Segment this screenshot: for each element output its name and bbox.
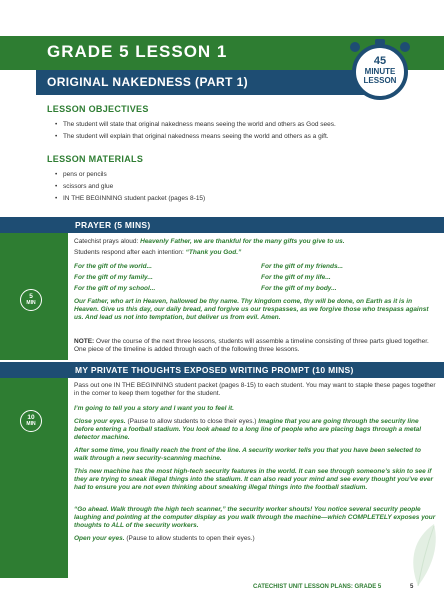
prayer-minutes-badge	[20, 289, 42, 311]
duration-unit: MINUTE	[364, 67, 396, 76]
prayer-intro-text: Catechist prays aloud:	[74, 238, 139, 245]
open-eyes-paragraph	[74, 535, 436, 543]
intention-item: For the gift of my family...	[74, 274, 153, 281]
prayer-note	[74, 338, 436, 354]
prayer-section-title: PRAYER (5 MINS)	[75, 220, 151, 230]
objective-item: • The student will explain that original nakedness means seeing the world and others as a gift.	[63, 131, 336, 143]
material-item: • pens or pencils	[63, 169, 205, 181]
prayer-respond-quote: “Thank you God.”	[185, 249, 242, 256]
note-text: Over the course of the next three lessons, students will assemble a timeline consisting of three parts glued together. One piece of the timeline is added through each of the following three lessons.	[74, 338, 429, 353]
story-intro: I’m going to tell you a story and I want you to feel it.	[74, 405, 234, 412]
timer-bell-left-icon	[350, 42, 360, 52]
pass-out-instructions: Pass out one IN THE BEGINNING student packet (pages 8-15) to each student. You may want to staple these pages together in the corner to keep them together for the student.	[74, 382, 436, 397]
close-eyes-label: Close your eyes.	[74, 418, 126, 425]
open-eyes-label: Open your eyes.	[74, 535, 125, 542]
writing-side-bar	[0, 378, 68, 578]
writing-minutes-unit: MIN	[26, 421, 36, 427]
material-item: • scissors and glue	[63, 181, 205, 193]
duration-label: LESSON	[363, 76, 397, 85]
page-number: 5	[410, 584, 414, 590]
intention-item: For the gift of my school...	[74, 285, 156, 292]
leaf-decoration-icon	[404, 520, 440, 590]
objective-item: • The student will state that original nakedness means seeing the world and others as God sees.	[63, 119, 336, 131]
materials-list	[63, 169, 205, 205]
objectives-list	[63, 119, 336, 143]
timer-bell-right-icon	[400, 42, 410, 52]
intentions-right-column	[261, 261, 343, 294]
materials-heading: LESSON MATERIALS	[47, 154, 144, 164]
lesson-subtitle: ORIGINAL NAKEDNESS (PART 1)	[47, 75, 249, 89]
open-eyes-pause: (Pause to allow students to open their eyes.)	[124, 535, 255, 542]
note-label: NOTE:	[74, 338, 95, 345]
intention-item: For the gift of my body...	[261, 285, 337, 292]
prayer-section-band	[0, 217, 444, 233]
close-eyes-story: Imagine that you are going through the security line before entering a football stadium. You look ahead to a long line of people who are placing bags through a metal detector machine.	[74, 418, 422, 441]
prayer-intro	[74, 238, 436, 246]
lesson-duration-badge	[356, 56, 404, 85]
our-father-prayer: Our Father, who art in Heaven, hallowed be thy name. Thy kingdom come, thy will be done, on Earth as it is in Heaven. Give us this day, our daily bread, and forgive us our trespasses, as we forgive those who trespass against us. And lead us not into temptation, but deliver us from evil. Amen.	[74, 298, 429, 321]
prayer-respond-text: Students respond after each intention:	[74, 249, 184, 256]
after-time-paragraph: After some time, you finally reach the front of the line. A security worker tells you that you have been selected to walk through a new security-scanning machine.	[74, 447, 421, 462]
writing-section-title: MY PRIVATE THOUGHTS EXPOSED WRITING PROMPT (10 MINS)	[75, 365, 354, 375]
objectives-heading: LESSON OBJECTIVES	[47, 104, 149, 114]
intention-item: For the gift of my friends...	[261, 263, 343, 270]
material-item: • IN THE BEGINNING student packet (pages 8-15)	[63, 193, 205, 205]
lesson-title: GRADE 5 LESSON 1	[47, 42, 228, 61]
writing-minutes-badge	[20, 410, 42, 432]
close-eyes-paragraph	[74, 418, 436, 442]
prayer-minutes-number: 5	[29, 293, 33, 300]
new-machine-paragraph: This new machine has the most high-tech security features in the world. It can see through someone’s skin to see if they are trying to sneak illegal things into the stadium. It can also read your mind and see every thought you’ve ever had to ensure you are not even thinking about sneaking illegal things into the football stadium.	[74, 468, 434, 491]
go-ahead-paragraph: “Go ahead. Walk through the high tech scanner,” the security worker shouts! You notice several security people laughing and pointing at the computer display as you walk through the machine—which COMPLETELY exposes your thoughts to ALL of the security workers.	[74, 506, 436, 529]
prayer-minutes-unit: MIN	[26, 300, 36, 306]
intentions-left-column	[74, 261, 155, 294]
duration-number: 45	[373, 55, 387, 67]
prayer-intro-prayer: Heavenly Father, we are thankful for the many gifts you give to us.	[140, 238, 345, 245]
intention-item: For the gift of the world...	[74, 263, 152, 270]
intention-item: For the gift of my life...	[261, 274, 331, 281]
footer-label: CATECHIST UNIT LESSON PLANS: GRADE 5	[253, 584, 382, 590]
close-eyes-pause: (Pause to allow students to close their eyes.)	[125, 418, 259, 425]
writing-minutes-number: 10	[27, 414, 35, 421]
prayer-respond	[74, 249, 436, 257]
